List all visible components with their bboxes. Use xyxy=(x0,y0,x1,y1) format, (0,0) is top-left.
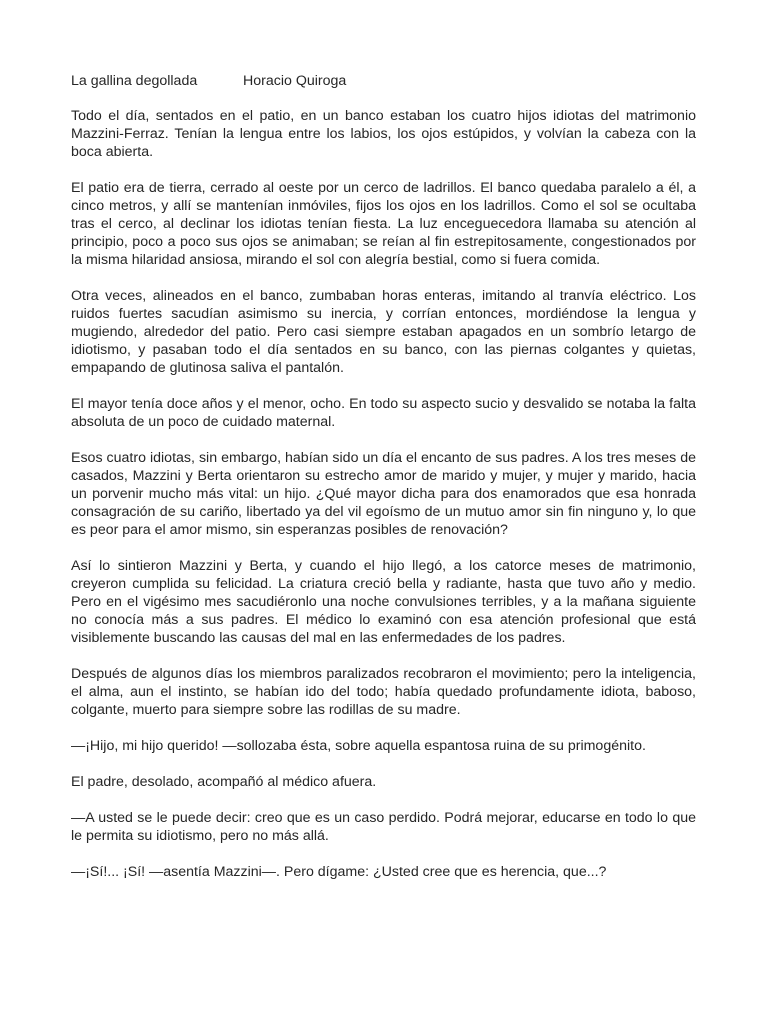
paragraph: —¡Sí!... ¡Sí! —asentía Mazzini—. Pero dígame: ¿Usted cree que es herencia, que...? xyxy=(71,864,607,880)
paragraph: Así lo sintieron Mazzini y Berta, y cuando el hijo llegó, a los catorce meses de matrimonio, creyeron cumplida su felicidad. La criatura creció bella y radiante, hasta que tuvo año y medio. Pero en el vigésimo mes sacudiéronlo una noche convulsiones terribles, y a la mañana siguiente no conocía más a sus padres. El médico lo examinó con esa atención profesional que está visiblemente buscando las causas del mal en las enfermedades de los padres. xyxy=(71,558,696,646)
paragraph: Esos cuatro idiotas, sin embargo, habían sido un día el encanto de sus padres. A los tres meses de casados, Mazzini y Berta orientaron su estrecho amor de marido y mujer, y mujer y marido, hacia un porvenir mucho más vital: un hijo. ¿Qué mayor dicha para dos enamorados que esa honrada consagración de su cariño, libertado ya del vil egoísmo de un mutuo amor sin fin ninguno y, lo que es peor para el amor mismo, sin esperanzas posibles de renovación? xyxy=(71,450,696,538)
paragraph: El padre, desolado, acompañó al médico afuera. xyxy=(71,774,377,790)
paragraph: Después de algunos días los miembros paralizados recobraron el movimiento; pero la inteligencia, el alma, aun el instinto, se habían ido del todo; había quedado profundamente idiota, baboso, colgante, muerto para siempre sobre las rodillas de su madre. xyxy=(71,666,696,718)
paragraph: Todo el día, sentados en el patio, en un banco estaban los cuatro hijos idiotas del matrimonio Mazzini-Ferraz. Tenían la lengua entre los labios, los ojos estúpidos, y volvían la cabeza con la boca abierta. xyxy=(71,108,696,160)
paragraph: El mayor tenía doce años y el menor, ocho. En todo su aspecto sucio y desvalido se notaba la falta absoluta de un poco de cuidado maternal. xyxy=(71,396,696,430)
story-author: Horacio Quiroga xyxy=(243,73,347,89)
paragraph: —A usted se le puede decir: creo que es un caso perdido. Podrá mejorar, educarse en todo lo que le permita su idiotismo, pero no más allá. xyxy=(71,810,696,844)
paragraph: El patio era de tierra, cerrado al oeste por un cerco de ladrillos. El banco quedaba paralelo a él, a cinco metros, y allí se mantenían inmóviles, fijos los ojos en los ladrillos. Como el sol se ocultaba tras el cerco, al declinar los idiotas tenían fiesta. La luz enceguecedora llamaba su atención al principio, poco a poco sus ojos se animaban; se reían al fin estrepitosamente, congestionados por la misma hilaridad ansiosa, mirando el sol con alegría bestial, como si fuera comida. xyxy=(71,180,696,268)
document-header xyxy=(71,72,696,90)
paragraph: Otra veces, alineados en el banco, zumbaban horas enteras, imitando al tranvía eléctrico. Los ruidos fuertes sacudían asimismo su inercia, y corrían entonces, mordiéndose la lengua y mugiendo, alrededor del patio. Pero casi siempre estaban apagados en un sombrío letargo de idiotismo, y pasaban todo el día sentados en su banco, con las piernas colgantes y quietas, empapando de glutinosa saliva el pantalón. xyxy=(71,288,696,376)
paragraph: —¡Hijo, mi hijo querido! —sollozaba ésta, sobre aquella espantosa ruina de su primogénito. xyxy=(71,738,646,754)
story-title: La gallina degollada xyxy=(71,73,198,89)
